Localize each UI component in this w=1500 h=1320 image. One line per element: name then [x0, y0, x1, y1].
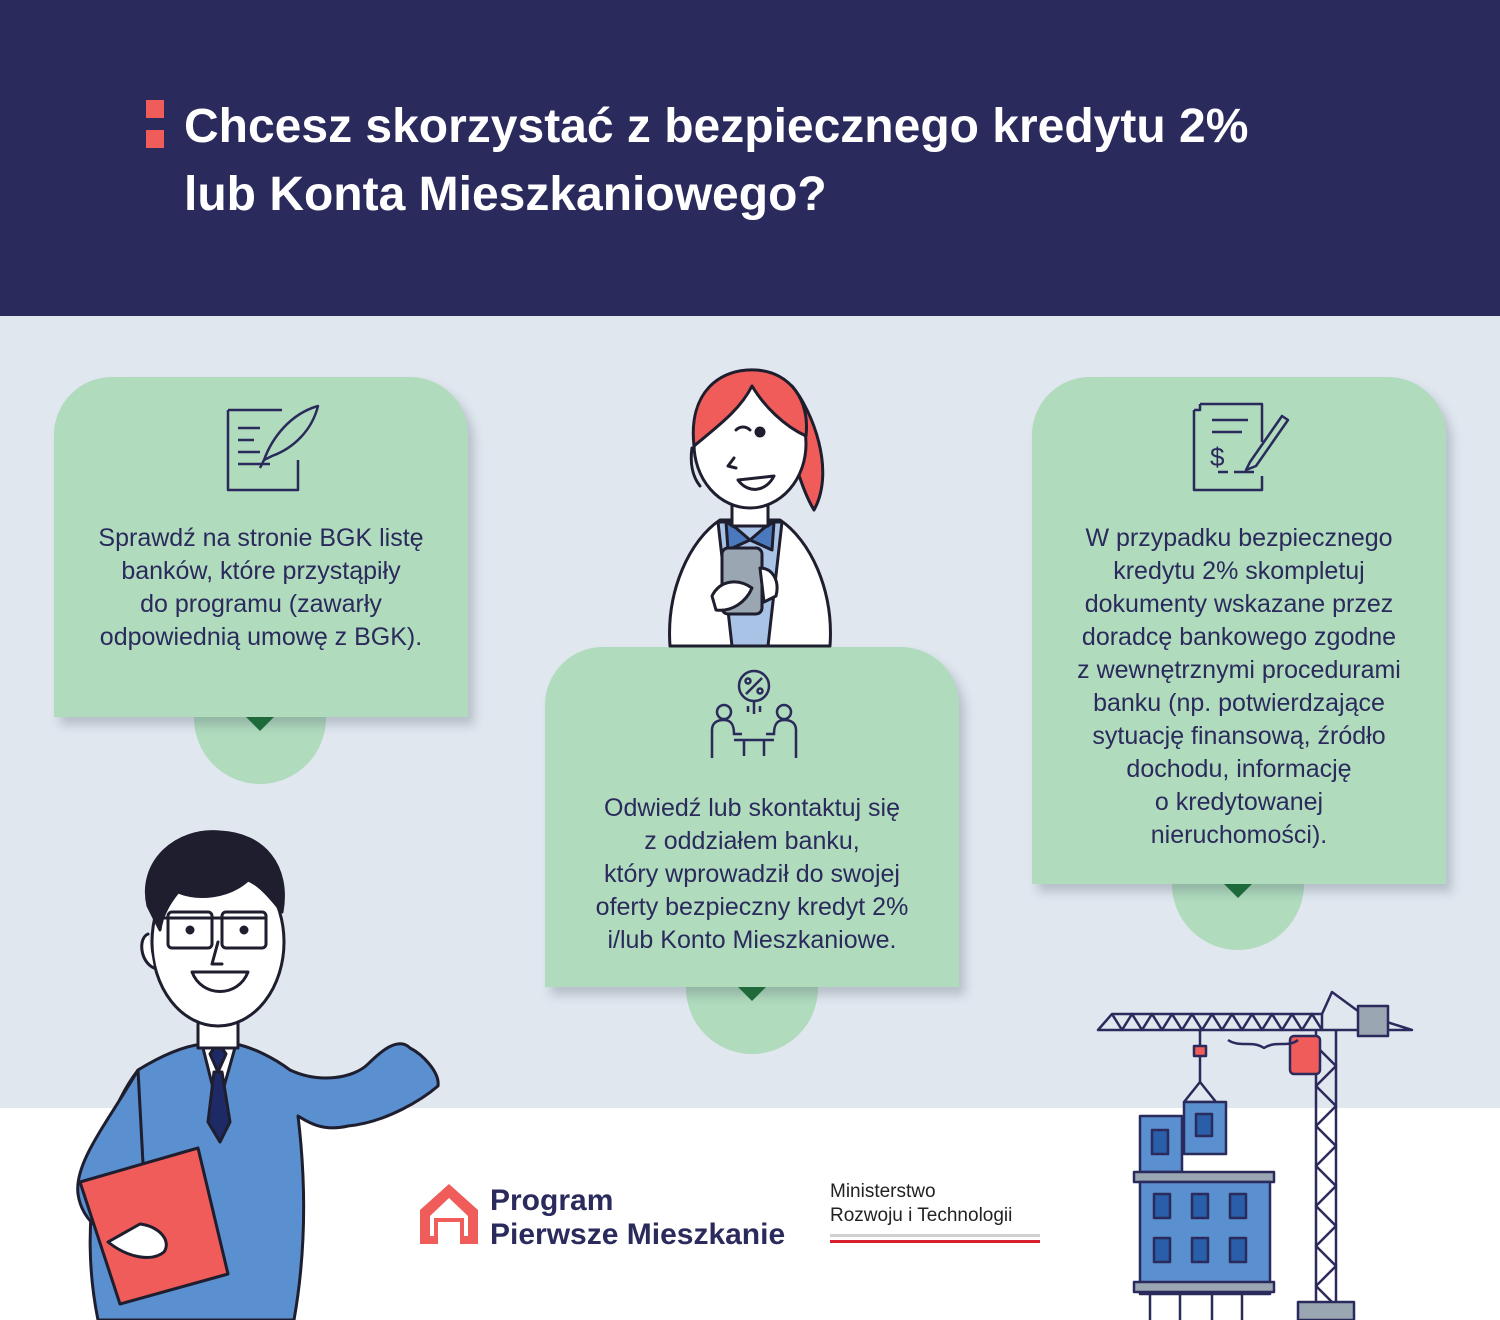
card-2-line: Odwiedź lub skontaktuj się [604, 794, 900, 822]
woman-with-phone-illustration [660, 340, 840, 652]
contract-signing-icon [1188, 402, 1290, 494]
title-line-2: lub Konta Mieszkaniowego? [184, 168, 827, 221]
construction-crane-illustration [1092, 986, 1422, 1320]
card-2-line: oferty bezpieczny kredyt 2% [595, 893, 909, 921]
svg-text:$: $ [1210, 442, 1225, 472]
card-3-line: nieruchomości). [1150, 821, 1328, 849]
card-2-line: który wprowadził do swojej [604, 860, 900, 888]
document-quill-icon [220, 400, 324, 496]
card-3-line: dochodu, informację [1126, 755, 1352, 783]
program-logo-line-1: Program [490, 1184, 614, 1217]
card-1-line: Sprawdź na stronie BGK listę [98, 524, 424, 552]
ministry-logo-text [830, 1180, 1012, 1228]
card-3-arrow-icon [1224, 884, 1252, 898]
card-2-line: i/lub Konto Mieszkaniowe. [607, 926, 897, 954]
page-title [184, 93, 1434, 229]
ministry-flag-white [830, 1234, 1040, 1237]
card-3-line: banku (np. potwierdzające [1093, 689, 1385, 717]
title-accent-mark [146, 100, 164, 148]
program-logo-text [490, 1184, 785, 1252]
card-3-line: o kredytowanej [1154, 788, 1324, 816]
card-1-line: do programu (zawarły [140, 590, 382, 618]
header-banner [0, 0, 1500, 316]
card-3-line: doradcę bankowego zgodne [1081, 623, 1397, 651]
card-3-line: kredytu 2% skompletuj [1113, 557, 1365, 585]
card-1-arrow-icon [246, 717, 274, 731]
ministry-flag-red [830, 1240, 1040, 1243]
ministry-line-1: Ministerstwo [830, 1181, 936, 1202]
card-1-text [54, 522, 468, 654]
card-1-line: odpowiednią umowę z BGK). [99, 623, 423, 651]
card-2-line: z oddziałem banku, [644, 827, 860, 855]
card-3-line: W przypadku bezpiecznego [1085, 524, 1393, 552]
card-3-line: z wewnętrznymi procedurami [1077, 656, 1401, 684]
ministry-line-2: Rozwoju i Technologii [830, 1205, 1013, 1226]
businessman-illustration [68, 822, 448, 1320]
card-1-line: banków, które przystąpiły [121, 557, 401, 585]
bank-meeting-percent-icon [704, 668, 804, 764]
card-2-arrow-icon [738, 987, 766, 1001]
program-logo-line-2: Pierwsze Mieszkanie [490, 1218, 786, 1251]
card-3-line: dokumenty wskazane przez [1084, 590, 1394, 618]
program-house-logo-icon [416, 1180, 482, 1246]
card-3-text [1032, 522, 1446, 852]
card-2-text [545, 792, 959, 957]
title-line-1: Chcesz skorzystać z bezpiecznego kredytu 2% [184, 100, 1249, 153]
card-3-line: sytuację finansową, źródło [1092, 722, 1386, 750]
